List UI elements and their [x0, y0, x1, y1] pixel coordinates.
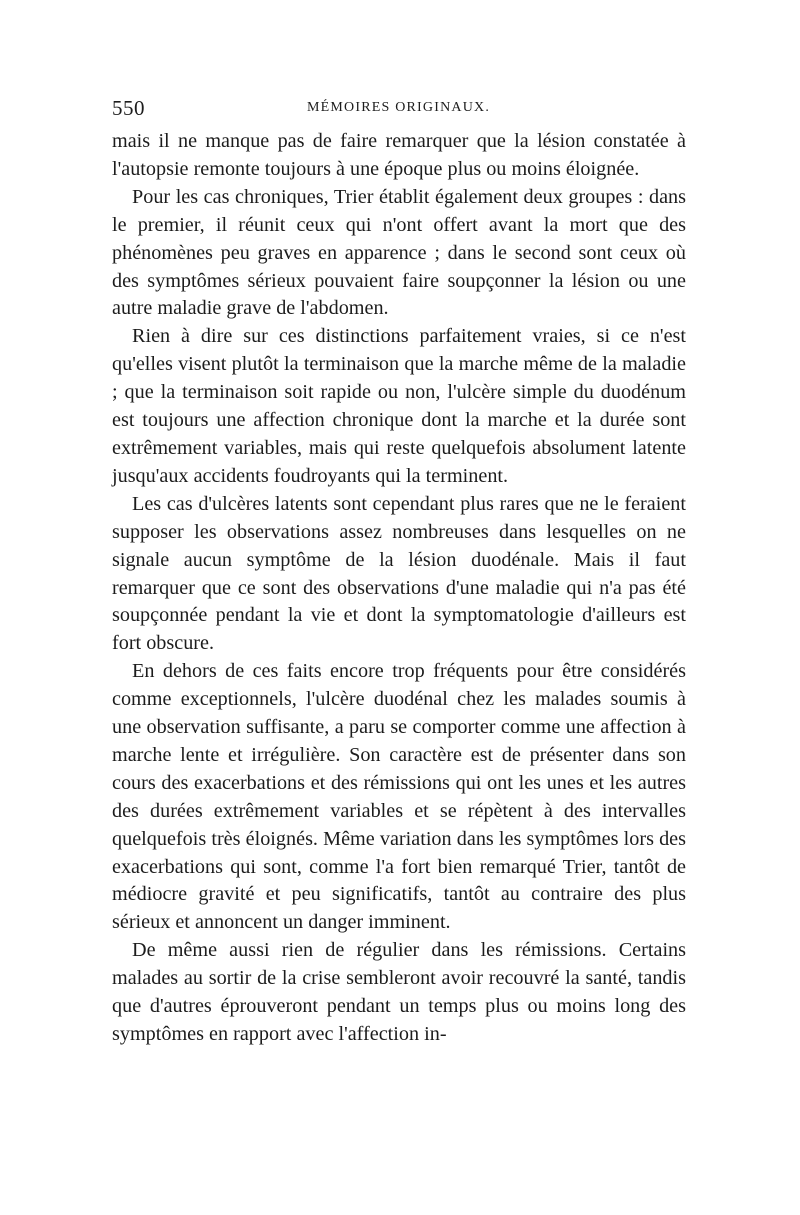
page-number: 550 [112, 96, 145, 120]
body-text [112, 128, 686, 1049]
page-header [112, 92, 686, 128]
paragraph-5: En dehors de ces faits encore trop fréquents pour être considérés comme exceptionnels, l'ulcère duodénal chez les malades soumis à une observation suffisante, a paru se comporter comme une affection à marche lente et irrégulière. Son caractère est de présenter dans son cours des exacerbations et des rémissions qui ont les unes et les autres des durées extrêmement variables et se répètent à des intervalles quelquefois très éloignés. Même variation dans les symptômes lors des exacerbations qui sont, comme l'a fort bien remarqué Trier, tantôt de médiocre gravité et peu significatifs, tantôt au contraire des plus sérieux et annoncent un danger imminent. [112, 660, 686, 934]
running-head: MÉMOIRES ORIGINAUX. [307, 100, 491, 115]
paragraph-4: Les cas d'ulcères latents sont cependant plus rares que ne le feraient supposer les observations assez nombreuses dans lesquelles on ne signale aucun symptôme de la lésion duodénale. Mais il faut remarquer que ce sont des observations d'une maladie qui n'a pas été soupçonnée pendant la vie et dont la symptomatologie d'ailleurs est fort obscure. [112, 492, 686, 655]
paragraph-6: De même aussi rien de régulier dans les rémissions. Certains malades au sortir de la crise sembleront avoir recouvré la santé, tandis que d'autres éprouveront pendant un temps plus ou moins long des symptômes en rapport avec l'affection in- [112, 939, 686, 1045]
paragraph-1: mais il ne manque pas de faire remarquer que la lésion constatée à l'autopsie remonte toujours à une époque plus ou moins éloignée. [112, 130, 686, 180]
book-page [112, 92, 686, 1049]
paragraph-3: Rien à dire sur ces distinctions parfaitement vraies, si ce n'est qu'elles visent plutôt la terminaison que la marche même de la maladie ; que la terminaison soit rapide ou non, l'ulcère simple du duodénum est toujours une affection chronique dont la marche et la durée sont extrêmement variables, mais qui reste quelquefois absolument latente jusqu'aux accidents foudroyants qui la terminent. [112, 325, 686, 487]
paragraph-2: Pour les cas chroniques, Trier établit également deux groupes : dans le premier, il réunit ceux qui n'ont offert avant la mort que des phénomènes peu graves en apparence ; dans le second sont ceux où des symptômes sérieux pouvaient faire soupçonner la lésion ou une autre maladie grave de l'abdomen. [112, 185, 686, 320]
